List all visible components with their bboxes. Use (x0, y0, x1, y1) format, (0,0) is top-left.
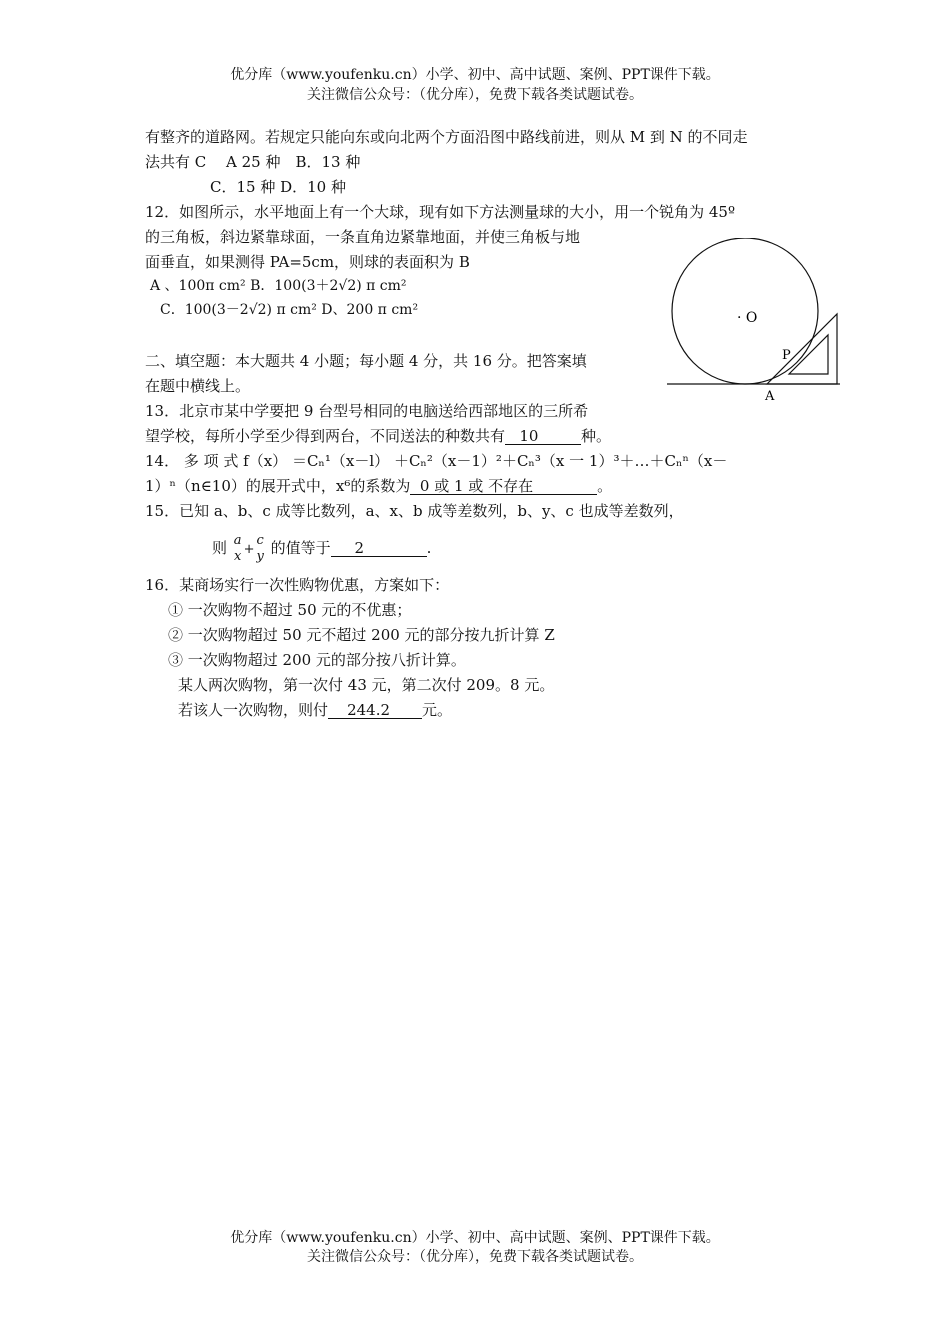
frac1-numerator: a (233, 533, 242, 548)
q11-line-3: C．15 种 D．10 种 (210, 178, 346, 196)
frac2-numerator: c (256, 533, 264, 548)
q16-answer-blank (328, 702, 422, 719)
q14-line-2 (145, 476, 612, 496)
ball-triangle-figure (662, 238, 847, 408)
header-line-1: 优分库（www.youfenku.cn）小学、初中、高中试题、案例、PPT课件下载。 (230, 67, 720, 83)
triangle-ruler-inner (789, 335, 828, 374)
q15-answer: 2 (354, 539, 365, 557)
footer-line-1: 优分库（www.youfenku.cn）小学、初中、高中试题、案例、PPT课件下载。 (230, 1230, 720, 1246)
header-line-2: 关注微信公众号：（优分库），免费下载各类试题试卷。 (307, 87, 643, 103)
q15-suffix: . (426, 539, 432, 557)
plus-sign: + (243, 542, 255, 557)
footer-line-2: 关注微信公众号：（优分库），免费下载各类试题试卷。 (307, 1249, 643, 1265)
q14-answer-blank (410, 478, 597, 495)
q11-line-2: 法共有 C A 25 种 B．13 种 (145, 153, 361, 171)
q12-line-1: 12．如图所示，水平地面上有一个大球，现有如下方法测量球的大小，用一个锐角为 45º (145, 203, 735, 221)
q15-line-2 (212, 528, 431, 570)
q13-suffix: 种。 (581, 427, 612, 445)
q14-text: 1）ⁿ（n∈10）的展开式中，x⁶的系数为 (145, 477, 411, 495)
q16-text: 若该人一次购物，则付 (178, 701, 329, 719)
q14-line-1: 14． 多 项 式 f（x） ＝Cₙ¹（x－l） ＋Cₙ²（x－1）²＋Cₙ³（x 一 1）³＋…＋Cₙⁿ（x－ (145, 452, 728, 470)
q16-item-2: ② 一次购物超过 50 元不超过 200 元的部分按九折计算 Z (168, 626, 555, 644)
section2-line-1: 二、填空题：本大题共 4 小题；每小题 4 分，共 16 分。把答案填 (145, 352, 587, 370)
q12-line-3: 面垂直，如果测得 PA=5cm，则球的表面积为 B (145, 253, 470, 271)
q13-line-2 (145, 426, 611, 446)
q12-options-cd: C．100(3－2√2) π cm² D、200 π cm² (160, 302, 419, 318)
q13-line-1: 13．北京市某中学要把 9 台型号相同的电脑送给西部地区的三所希 (145, 402, 589, 420)
q13-answer: 10 (519, 427, 539, 445)
q16-item-1: ① 一次购物不超过 50 元的不优惠； (168, 601, 412, 619)
q14-suffix: 。 (597, 477, 613, 495)
q15-mid: 的值等于 (270, 539, 331, 557)
q15-answer-blank (331, 540, 427, 557)
q12-options-ab: A 、100π cm² B．100(3＋2√2) π cm² (150, 278, 407, 294)
q15-prefix: 则 (212, 539, 228, 557)
q15-line-1: 15．已知 a、b、c 成等比数列，a、x、b 成等差数列，b、y、c 也成等差数列， (145, 502, 684, 520)
q11-line-1: 有整齐的道路网。若规定只能向东或向北两个方面沿图中路线前进，则从 M 到 N 的不同走 (145, 128, 748, 146)
q13-text: 望学校，每所小学至少得到两台，不同送法的种数共有 (145, 427, 506, 445)
label-a: A (765, 389, 775, 404)
frac2-denominator: y (256, 549, 264, 564)
fraction-c-over-y (256, 533, 263, 565)
q16-answer: 244.2 (347, 701, 391, 719)
frac1-denominator: x (234, 549, 242, 564)
label-o: · O (737, 310, 758, 326)
q13-answer-blank (505, 428, 581, 445)
fraction-a-over-x (234, 533, 242, 565)
section2-line-2: 在题中横线上。 (145, 377, 251, 395)
q16-item-3: ③ 一次购物超过 200 元的部分按八折计算。 (168, 651, 466, 669)
q16-line-1: 16．某商场实行一次性购物优惠，方案如下： (145, 576, 450, 594)
q16-suffix: 元。 (422, 701, 453, 719)
q12-line-2: 的三角板，斜边紧靠球面，一条直角边紧靠地面，并使三角板与地 (145, 228, 581, 246)
q16-line-5: 某人两次购物，第一次付 43 元，第二次付 209。8 元。 (178, 676, 555, 694)
label-p: P (782, 348, 791, 363)
q16-line-6 (178, 700, 452, 720)
q14-answer: 0 或 1 或 不存在 (419, 477, 534, 495)
